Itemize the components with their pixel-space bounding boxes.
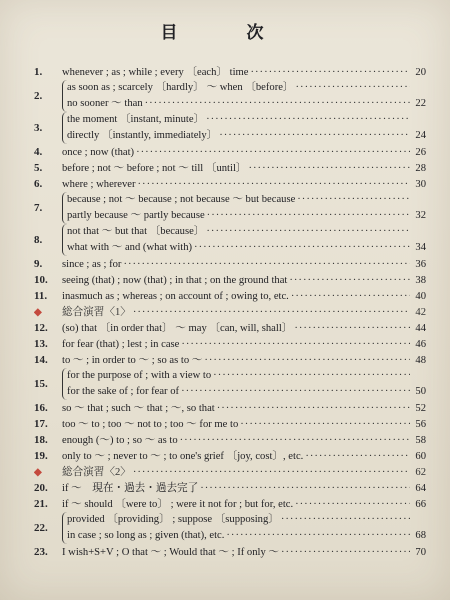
toc-subentry[interactable]: [67, 224, 426, 240]
toc-subentry[interactable]: [67, 128, 426, 144]
toc-entry[interactable]: [34, 64, 426, 80]
entry-text: seeing (that) ; now (that) ; in that ; on the ground that: [62, 275, 288, 286]
entry-text: in case ; so long as ; given (that), etc.: [67, 530, 225, 541]
toc-entry[interactable]: [34, 272, 426, 288]
leader-dots: [219, 128, 410, 144]
leader-dots: [145, 96, 410, 112]
leader-dots: [240, 417, 410, 432]
brace-group: [62, 192, 426, 224]
page-number: 22: [415, 98, 426, 109]
entry-text: no sooner ～ than: [67, 98, 143, 109]
page-number: 50: [415, 386, 426, 397]
toc-entry[interactable]: [34, 544, 426, 560]
leader-dots: [207, 208, 410, 224]
entry-text: directly 〔instantly, immediately〕: [67, 130, 218, 141]
entry-number: 6.: [34, 178, 43, 190]
entry-text: 総合演習〈2〉: [62, 467, 131, 478]
entry-text: (so) that 〔in order that〕 ～ may 〔can, will, shall〕: [62, 323, 293, 334]
brace-group: [62, 112, 426, 144]
leader-dots: [295, 497, 410, 512]
entry-number: 7.: [34, 202, 43, 214]
page-number: 40: [415, 291, 426, 302]
entry-number: 10.: [34, 274, 48, 286]
entry-number: 16.: [34, 402, 48, 414]
leader-dots: [296, 80, 410, 96]
entry-number: 19.: [34, 450, 48, 462]
toc-entry-group: [34, 224, 426, 256]
entry-text: so ～ that ; such ～ that ; ～, so that: [62, 403, 215, 414]
toc-entry-group: [34, 368, 426, 400]
toc-entry[interactable]: [34, 176, 426, 192]
toc-entry[interactable]: [34, 352, 426, 368]
brace-group: [62, 224, 426, 256]
leader-dots: [281, 545, 410, 560]
page-number: 48: [415, 355, 426, 366]
toc-review-entry[interactable]: [34, 464, 426, 480]
toc-entry[interactable]: [34, 320, 426, 336]
toc-entry[interactable]: [34, 432, 426, 448]
page-number: 66: [415, 499, 426, 510]
entry-number: 22.: [34, 522, 48, 534]
entry-number: 9.: [34, 258, 43, 270]
page-number: 32: [415, 210, 426, 221]
entry-text: where ; wherever: [62, 179, 136, 190]
page-title: 目 次: [160, 23, 290, 42]
page-number: 36: [415, 259, 426, 270]
toc-subentry[interactable]: [67, 240, 426, 256]
diamond-icon: ◆: [34, 307, 42, 318]
entry-text: since ; as ; for: [62, 259, 122, 270]
toc-entry-group: [34, 192, 426, 224]
leader-dots: [133, 465, 410, 480]
entry-text: provided 〔providing〕 ; suppose 〔supposing〕: [67, 514, 279, 525]
entry-number: 23.: [34, 546, 48, 558]
entry-text: too ～ to ; too ～ not to ; too ～ for me to: [62, 419, 239, 430]
toc-subentry[interactable]: [67, 512, 426, 528]
page-number: 68: [415, 530, 426, 541]
toc-entry[interactable]: [34, 400, 426, 416]
toc-subentry[interactable]: [67, 208, 426, 224]
review-marker: [34, 464, 62, 480]
entry-text: if ～ 現在・過去・過去完了: [62, 483, 199, 494]
leader-dots: [133, 305, 410, 320]
toc-entry[interactable]: [34, 144, 426, 160]
leader-dots: [206, 224, 410, 240]
entry-text: before ; not ～ before ; not ～ till 〔until〕: [62, 163, 247, 174]
entry-number: 18.: [34, 434, 48, 446]
entry-text: what with ～ and (what with): [67, 242, 193, 253]
entry-number: 14.: [34, 354, 48, 366]
entry-number: 20.: [34, 482, 48, 494]
entry-text: 総合演習〈1〉: [62, 307, 131, 318]
entry-number: 12.: [34, 322, 48, 334]
toc-subentry[interactable]: [67, 112, 426, 128]
entry-text: the moment 〔instant, minute〕: [67, 114, 205, 125]
page-number: 20: [415, 67, 426, 78]
entry-text: for fear (that) ; lest ; in case: [62, 339, 180, 350]
entry-number: 3.: [34, 122, 43, 134]
entry-text: once ; now (that): [62, 147, 135, 158]
entry-number: 5.: [34, 162, 43, 174]
entry-text: as soon as ; scarcely 〔hardly〕 ～ when 〔before〕: [67, 82, 294, 93]
entry-number: 15.: [34, 378, 48, 390]
brace-group: [62, 512, 426, 544]
leader-dots: [180, 433, 410, 448]
toc-subentry[interactable]: [67, 192, 426, 208]
page-number: 60: [415, 451, 426, 462]
entry-text: for the purpose of ; with a view to: [67, 370, 212, 381]
page-number: 34: [415, 242, 426, 253]
leader-dots: [194, 240, 410, 256]
toc-review-entry[interactable]: [34, 304, 426, 320]
entry-text: I wish+S+V ; O that ～ ; Would that ～ ; If only ～: [62, 547, 279, 558]
entry-number: 11.: [34, 290, 48, 302]
entry-number: 2.: [34, 90, 43, 102]
leader-dots: [181, 337, 410, 352]
brace-group: [62, 80, 426, 112]
page-number: 52: [415, 403, 426, 414]
leader-dots: [294, 321, 410, 336]
toc-entry[interactable]: [34, 448, 426, 464]
page-number: 28: [415, 163, 426, 174]
page-number: 64: [415, 483, 426, 494]
entry-text: inasmuch as ; whereas ; on account of ; owing to, etc.: [62, 291, 289, 302]
page-number: 26: [415, 147, 426, 158]
page-number: 62: [415, 467, 426, 478]
toc-entry-group: [34, 80, 426, 112]
toc-entry[interactable]: [34, 288, 426, 304]
leader-dots: [206, 112, 410, 128]
leader-dots: [181, 384, 410, 400]
entry-number: 4.: [34, 146, 43, 158]
leader-dots: [138, 177, 410, 192]
entry-number: 8.: [34, 234, 43, 246]
entry-number: 1.: [34, 66, 43, 78]
toc-entry[interactable]: [34, 496, 426, 512]
leader-dots: [305, 449, 410, 464]
entry-text: for the sake of ; for fear of: [67, 386, 180, 397]
page-number: 58: [415, 435, 426, 446]
leader-dots: [248, 161, 410, 176]
page-number: 38: [415, 275, 426, 286]
leader-dots: [251, 65, 411, 80]
entry-text: enough (～) to ; so ～ as to: [62, 435, 178, 446]
toc-entry[interactable]: [34, 416, 426, 432]
toc-entry[interactable]: [34, 480, 426, 496]
entry-number: 21.: [34, 498, 48, 510]
leader-dots: [200, 481, 410, 496]
toc-subentry[interactable]: [67, 80, 426, 96]
leader-dots: [136, 145, 410, 160]
entry-text: partly because ～ partly because: [67, 210, 205, 221]
page-number: 44: [415, 323, 426, 334]
entry-number: 17.: [34, 418, 48, 430]
entry-text: because ; not ～ because ; not because ～ but because: [67, 194, 296, 205]
page-number: 70: [415, 547, 426, 558]
page-number: 30: [415, 179, 426, 190]
entry-number: 13.: [34, 338, 48, 350]
toc-entry-group: [34, 512, 426, 544]
leader-dots: [226, 528, 410, 544]
toc-entry[interactable]: [34, 160, 426, 176]
leader-dots: [291, 289, 410, 304]
page-number: 24: [415, 130, 426, 141]
page-number: 46: [415, 339, 426, 350]
toc-subentry[interactable]: [67, 368, 426, 384]
leader-dots: [289, 273, 410, 288]
table-of-contents: [34, 64, 426, 560]
toc-subentry[interactable]: [67, 96, 426, 112]
page-number: 42: [415, 307, 426, 318]
leader-dots: [213, 368, 410, 384]
leader-dots: [217, 401, 410, 416]
brace-group: [62, 368, 426, 400]
leader-dots: [123, 257, 410, 272]
entry-text: only to ～ ; never to ～ ; to one's grief 〔joy, cost〕, etc.: [62, 451, 304, 462]
leader-dots: [297, 192, 410, 208]
toc-subentry[interactable]: [67, 384, 426, 400]
page-number: 56: [415, 419, 426, 430]
entry-text: if ～ should 〔were to〕 ; were it not for ; but for, etc.: [62, 499, 294, 510]
entry-text: to ～ ; in order to ～ ; so as to ～: [62, 355, 203, 366]
toc-entry[interactable]: [34, 336, 426, 352]
leader-dots: [204, 353, 410, 368]
leader-dots: [281, 512, 410, 528]
toc-entry-group: [34, 112, 426, 144]
entry-text: whenever ; as ; while ; every 〔each〕 time: [62, 67, 249, 78]
entry-text: not that ～ but that 〔because〕: [67, 226, 205, 237]
diamond-icon: ◆: [34, 467, 42, 478]
toc-subentry[interactable]: [67, 528, 426, 544]
toc-entry[interactable]: [34, 256, 426, 272]
review-marker: [34, 304, 62, 320]
